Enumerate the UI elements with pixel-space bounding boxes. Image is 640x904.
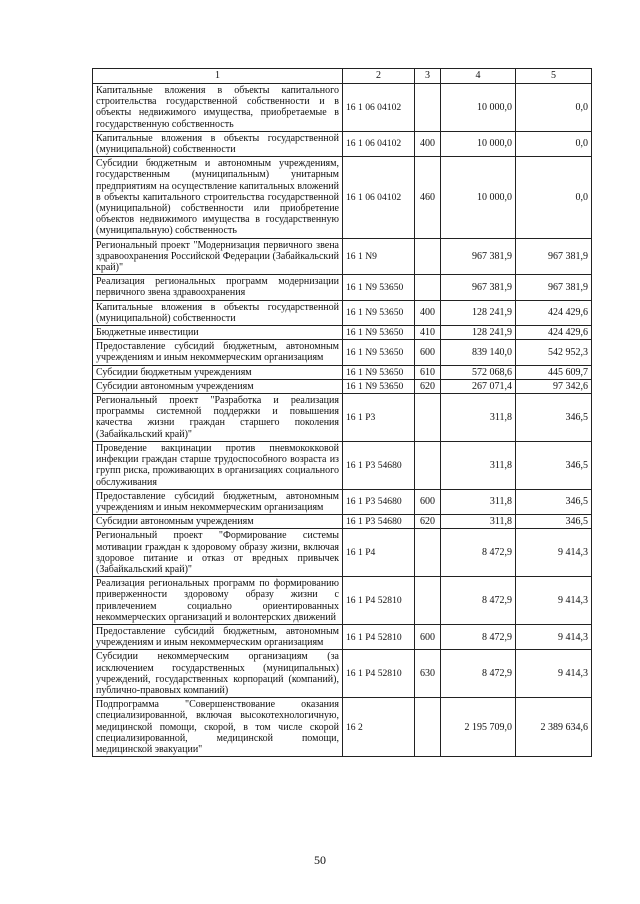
row-expense-type-cell: 600: [415, 340, 441, 365]
row-amount-year1-cell: 839 140,0: [441, 340, 516, 365]
row-name-cell: Субсидии автономным учреждениям: [93, 379, 343, 393]
row-amount-year2-cell: 97 342,6: [516, 379, 592, 393]
budget-table: [92, 68, 592, 757]
table-row: [93, 624, 592, 649]
page-number: 50: [314, 853, 326, 867]
row-code-cell: 16 1 P3: [343, 394, 415, 442]
row-amount-year1-cell: 10 000,0: [441, 131, 516, 156]
row-code-cell: 16 1 P3 54680: [343, 441, 415, 489]
row-amount-year1-cell: 311,8: [441, 394, 516, 442]
row-code-cell: 16 1 N9 53650: [343, 340, 415, 365]
header-col-1: 1: [93, 69, 343, 84]
table-row: [93, 157, 592, 238]
row-code-cell: 16 1 06 04102: [343, 84, 415, 132]
row-amount-year1-cell: 128 241,9: [441, 326, 516, 340]
row-expense-type-cell: [415, 441, 441, 489]
table-row: [93, 275, 592, 300]
row-expense-type-cell: [415, 394, 441, 442]
table-row: [93, 326, 592, 340]
header-col-3: 3: [415, 69, 441, 84]
row-name-cell: Субсидии бюджетным и автономным учреждениям, государственным (муниципальным) унитарным предприятиям на осуществление капитальных вложений в объекты капитального строительства государственной (муниципальной) собственности или приобретение объектов недвижимого имущества в государственную (муниципальную) собственность: [93, 157, 343, 238]
table-row: [93, 441, 592, 489]
row-amount-year2-cell: 346,5: [516, 394, 592, 442]
row-name-cell: Реализация региональных программ модернизации первичного звена здравоохранения: [93, 275, 343, 300]
table-row: [93, 365, 592, 379]
row-code-cell: 16 1 P3 54680: [343, 489, 415, 514]
row-amount-year1-cell: 572 068,6: [441, 365, 516, 379]
row-amount-year1-cell: 967 381,9: [441, 275, 516, 300]
row-name-cell: Капитальные вложения в объекты капитального строительства государственной собственности и в объекты недвижимого имущества, приобретаемые в государственную собственность: [93, 84, 343, 132]
row-code-cell: 16 1 N9: [343, 238, 415, 275]
row-code-cell: 16 1 N9 53650: [343, 326, 415, 340]
row-expense-type-cell: [415, 577, 441, 625]
row-name-cell: Подпрограмма "Совершенствование оказания специализированной, включая высокотехнологичную, медицинской помощи, скорой, в том числе скорой специализированной, медицинской помощи, медицинской эвакуации": [93, 698, 343, 757]
row-amount-year1-cell: 8 472,9: [441, 624, 516, 649]
table-row: [93, 515, 592, 529]
row-expense-type-cell: 630: [415, 650, 441, 698]
row-name-cell: Бюджетные инвестиции: [93, 326, 343, 340]
table-row: [93, 529, 592, 577]
row-amount-year1-cell: 967 381,9: [441, 238, 516, 275]
row-expense-type-cell: 460: [415, 157, 441, 238]
table-row: [93, 379, 592, 393]
row-code-cell: 16 1 P3 54680: [343, 515, 415, 529]
row-name-cell: Предоставление субсидий бюджетным, автономным учреждениям и иным некоммерческим организациям: [93, 624, 343, 649]
table-row: [93, 300, 592, 325]
row-amount-year2-cell: 424 429,6: [516, 326, 592, 340]
row-amount-year1-cell: 311,8: [441, 489, 516, 514]
row-name-cell: Капитальные вложения в объекты государственной (муниципальной) собственности: [93, 300, 343, 325]
table-row: [93, 84, 592, 132]
row-expense-type-cell: [415, 698, 441, 757]
row-code-cell: 16 1 P4 52810: [343, 624, 415, 649]
table-row: [93, 650, 592, 698]
header-col-5: 5: [516, 69, 592, 84]
row-expense-type-cell: 620: [415, 515, 441, 529]
row-expense-type-cell: 600: [415, 489, 441, 514]
row-amount-year2-cell: 0,0: [516, 131, 592, 156]
table-body: [93, 84, 592, 757]
row-code-cell: 16 2: [343, 698, 415, 757]
row-name-cell: Субсидии автономным учреждениям: [93, 515, 343, 529]
table-row: [93, 394, 592, 442]
table-row: [93, 577, 592, 625]
header-col-4: 4: [441, 69, 516, 84]
row-name-cell: Региональный проект "Формирование системы мотивации граждан к здоровому образу жизни, включая здоровое питание и отказ от вредных привычек (Забайкальский край)": [93, 529, 343, 577]
row-name-cell: Проведение вакцинации против пневмококковой инфекции граждан старше трудоспособного возраста из групп риска, проживающих в организациях социального обслуживания: [93, 441, 343, 489]
row-expense-type-cell: 400: [415, 300, 441, 325]
row-name-cell: Региональный проект "Разработка и реализация программы системной поддержки и повышения качества жизни граждан старшего поколения (Забайкальский край)": [93, 394, 343, 442]
row-amount-year2-cell: 346,5: [516, 489, 592, 514]
row-amount-year2-cell: 0,0: [516, 157, 592, 238]
row-amount-year2-cell: 346,5: [516, 515, 592, 529]
row-amount-year2-cell: 9 414,3: [516, 624, 592, 649]
row-amount-year1-cell: 10 000,0: [441, 84, 516, 132]
row-code-cell: 16 1 N9 53650: [343, 379, 415, 393]
table-row: [93, 340, 592, 365]
row-name-cell: Субсидии некоммерческим организациям (за исключением государственных (муниципальных) учреждений, государственных корпораций (компаний), публично-правовых компаний): [93, 650, 343, 698]
row-expense-type-cell: [415, 275, 441, 300]
row-expense-type-cell: [415, 238, 441, 275]
row-code-cell: 16 1 N9 53650: [343, 275, 415, 300]
row-amount-year1-cell: 128 241,9: [441, 300, 516, 325]
row-code-cell: 16 1 06 04102: [343, 157, 415, 238]
row-amount-year2-cell: 542 952,3: [516, 340, 592, 365]
row-name-cell: Предоставление субсидий бюджетным, автономным учреждениям и иным некоммерческим организациям: [93, 489, 343, 514]
row-code-cell: 16 1 P4 52810: [343, 577, 415, 625]
row-amount-year1-cell: 8 472,9: [441, 650, 516, 698]
row-expense-type-cell: 600: [415, 624, 441, 649]
row-code-cell: 16 1 N9 53650: [343, 365, 415, 379]
row-amount-year1-cell: 2 195 709,0: [441, 698, 516, 757]
header-row: [93, 69, 592, 84]
table-row: [93, 698, 592, 757]
row-expense-type-cell: 400: [415, 131, 441, 156]
row-amount-year1-cell: 311,8: [441, 441, 516, 489]
row-amount-year1-cell: 267 071,4: [441, 379, 516, 393]
row-code-cell: 16 1 N9 53650: [343, 300, 415, 325]
row-name-cell: Капитальные вложения в объекты государственной (муниципальной) собственности: [93, 131, 343, 156]
table-row: [93, 489, 592, 514]
row-name-cell: Региональный проект "Модернизация первичного звена здравоохранения Российской Федерации (Забайкальский край)": [93, 238, 343, 275]
row-amount-year2-cell: 424 429,6: [516, 300, 592, 325]
row-amount-year1-cell: 311,8: [441, 515, 516, 529]
table-row: [93, 238, 592, 275]
table-row: [93, 131, 592, 156]
row-name-cell: Предоставление субсидий бюджетным, автономным учреждениям и иным некоммерческим организациям: [93, 340, 343, 365]
row-code-cell: 16 1 P4 52810: [343, 650, 415, 698]
row-amount-year2-cell: 9 414,3: [516, 529, 592, 577]
row-amount-year2-cell: 9 414,3: [516, 577, 592, 625]
row-amount-year2-cell: 967 381,9: [516, 238, 592, 275]
header-col-2: 2: [343, 69, 415, 84]
row-code-cell: 16 1 P4: [343, 529, 415, 577]
row-amount-year2-cell: 967 381,9: [516, 275, 592, 300]
row-expense-type-cell: [415, 84, 441, 132]
row-amount-year1-cell: 8 472,9: [441, 529, 516, 577]
row-amount-year2-cell: 2 389 634,6: [516, 698, 592, 757]
row-amount-year1-cell: 8 472,9: [441, 577, 516, 625]
row-amount-year2-cell: 346,5: [516, 441, 592, 489]
row-amount-year1-cell: 10 000,0: [441, 157, 516, 238]
row-code-cell: 16 1 06 04102: [343, 131, 415, 156]
row-amount-year2-cell: 9 414,3: [516, 650, 592, 698]
row-name-cell: Субсидии бюджетным учреждениям: [93, 365, 343, 379]
row-expense-type-cell: 610: [415, 365, 441, 379]
row-expense-type-cell: 410: [415, 326, 441, 340]
row-expense-type-cell: [415, 529, 441, 577]
row-amount-year2-cell: 0,0: [516, 84, 592, 132]
row-expense-type-cell: 620: [415, 379, 441, 393]
row-name-cell: Реализация региональных программ по формированию приверженности здоровому образу жизни с привлечением социально ориентированных некоммерческих организаций и волонтерских движений: [93, 577, 343, 625]
row-amount-year2-cell: 445 609,7: [516, 365, 592, 379]
